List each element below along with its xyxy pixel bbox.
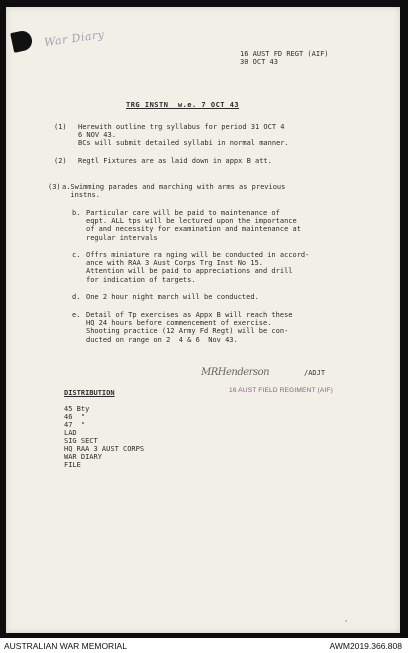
document-page (6, 7, 400, 633)
para1-number: (1) (54, 123, 67, 131)
para3a-text: a.Swimming parades and marching with arms as previous instns. (62, 183, 286, 200)
para3-number: (3) (48, 183, 61, 191)
distribution-item: SIG SECT (64, 437, 98, 445)
unit-name: 16 AUST FD REGT (AIF) (240, 50, 329, 58)
para2-number: (2) (54, 157, 67, 165)
signature-title: /ADJT (304, 369, 326, 377)
distribution-item: FILE (64, 461, 81, 469)
para3e-text: Detail of Tp exercises as Appx B will reach these HQ 24 hours before commencement of exercise. Shooting practice (12 Army Fd Regt) will be con- ducted on range on 2 4 & 6 Nov 43. (86, 311, 293, 344)
para3e-label: e. (72, 311, 81, 319)
unit-header (240, 50, 329, 66)
page-mark: ' (344, 619, 349, 627)
distribution-item: 46 " (64, 413, 86, 421)
distribution-item: 45 Bty (64, 405, 90, 413)
archive-reference: AWM2019.366.808 (329, 641, 402, 651)
para3b-label: b. (72, 209, 81, 217)
distribution-item: WAR DIARY (64, 453, 102, 461)
para3d-text: One 2 hour night march will be conducted. (86, 293, 259, 301)
paper-clip (10, 29, 34, 53)
handwritten-note: War Diary (43, 27, 106, 50)
archive-footer (0, 638, 408, 653)
distribution-heading: DISTRIBUTION (64, 389, 115, 397)
para2-text: Regtl Fixtures are as laid down in appx B att. (78, 157, 272, 165)
para3c-label: c. (72, 251, 81, 259)
distribution-item: HQ RAA 3 AUST CORPS (64, 445, 145, 453)
archive-name: AUSTRALIAN WAR MEMORIAL (4, 641, 127, 651)
distribution-item: LAD (64, 429, 77, 437)
para3c-text: Offrs miniature ra nging will be conducted in accord- ance with RAA 3 Aust Corps Trg Inst No 15. Attention will be paid to appreciations and drill for indication of targets. (86, 251, 310, 284)
unit-stamp: 16 AUST FIELD REGIMENT (AIF) (229, 387, 333, 394)
document-date: 30 OCT 43 (240, 58, 278, 67)
distribution-item: 47 " (64, 421, 86, 429)
adjutant-signature: MRHenderson (201, 367, 270, 378)
document-title: TRG INSTN w.e. 7 OCT 43 (126, 101, 240, 109)
para3b-text: Particular care will be paid to maintenance of eqpt. ALL tps will be lectured upon the importance of and necessity for examination and maintenance at regular intervals (86, 209, 301, 242)
para3d-label: d. (72, 293, 81, 301)
para1-text: Herewith outline trg syllabus for period 31 OCT 4 6 NOV 43. BCs will submit detailed syllabi in normal manner. (78, 123, 289, 148)
